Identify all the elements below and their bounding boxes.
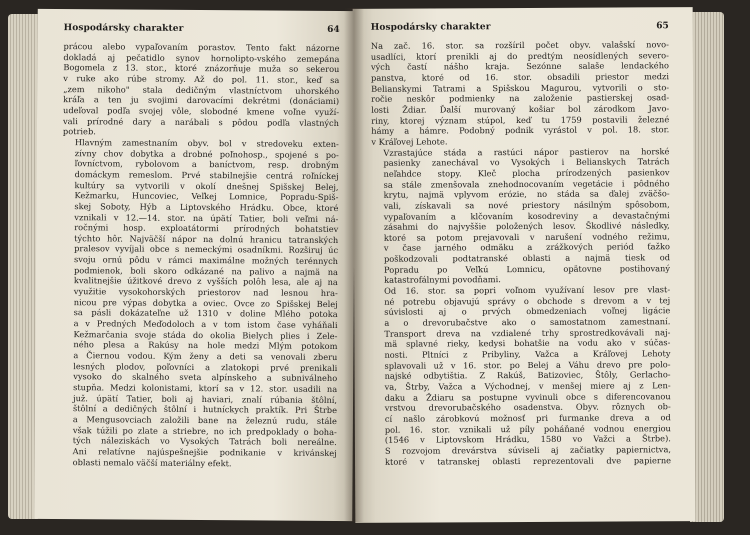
text-line: využitie vysokohorských priestorov nad lesnou hra-	[73, 286, 338, 299]
text-line: juž. úpätí Tatier, boli aj haviari, znalí rúbania štôlní,	[73, 392, 338, 405]
text-line: krytu, najmä vplyvom erózie, no stáda sa ďalej zväčšo-	[383, 188, 670, 200]
text-line: vali prírodné dary a narábali s pôdou podľa vlastných	[62, 115, 340, 128]
book-gutter	[344, 8, 364, 522]
text-line: kultúry sa vytvorili v okolí dnešnej Spišskej Belej,	[74, 179, 339, 192]
text-line: Kežmarčania svoje stáda do okolia Bielych plies i Zele-	[73, 328, 338, 341]
text-line: tých náleziskách vo Vysokých Tatrách boli nereálne.	[72, 435, 337, 448]
text-line: pasienky zanechával vo Vysokých i Belianskych Tatrách	[383, 156, 670, 168]
paragraph	[371, 146, 670, 286]
text-line: ľovníctvom, rybolovom a baníctvom, resp. drobným	[74, 158, 339, 171]
text-line: S rozvojom drevárstva súviseli aj začiatky papiernictva,	[384, 444, 671, 456]
text-line: lesných plodov, poľovníci a zlatokopi prvé prenikali	[73, 360, 338, 373]
left-page-header	[64, 23, 340, 35]
text-line: Kežmarku, Huncoviec, Veľkej Lomnice, Popradu-Spiš-	[74, 190, 339, 203]
text-line: katastrofálnymi povodňami.	[384, 274, 501, 286]
right-page-edges	[690, 12, 724, 522]
text-line: hámy a hámre. Podobný podnik vyrástol v pol. 18. stor.	[371, 124, 670, 137]
right-page-header	[371, 21, 669, 33]
text-line: „zem nikoho" stala dedičným vlastníctvom uhorského	[63, 83, 340, 96]
text-line: v ruke ako rúbe stromy. Až do pol. 11. stor., keď sa	[63, 73, 340, 85]
left-page-number: 64	[327, 24, 340, 36]
text-line: panstva, ktoré od 16. stor. obsadili priestor medzi	[370, 71, 670, 83]
text-line: nosti. Pltníci z Pribyliny, Važca a Kráľovej Lehoty	[384, 348, 671, 360]
text-line: Transport dreva na vzdialené trhy sprostredkovávali naj-	[384, 326, 671, 339]
text-line: va, Štrby, Važca a Východnej, v menšej miere aj z Len-	[384, 380, 671, 392]
text-line: vrstvou drevorubačského osadenstva. Obyv. rôznych ob-	[384, 401, 671, 414]
text-line: splavovali už v 16. stor. po Belej a Váhu drevo pre polo-	[384, 358, 671, 371]
text-line: Bogomela z 13. stor., ktoré znázorňuje muža so sekerou	[63, 62, 340, 75]
text-line: né potrebu objavujú správy o obchode s drevom a v tej	[384, 294, 671, 307]
text-line: dokladá aj pečatidlo synov hornolipto-vského zemepána	[63, 51, 340, 64]
text-line: svoju ornú pôdu v rámci maximálne možných terénnych	[74, 254, 339, 267]
text-line: pol. 16. stor. vznikali už píly poháňané vodnou energiou	[384, 422, 671, 435]
text-line: vali, získavali sa nové priestory násilným spôsobom,	[383, 199, 670, 211]
text-line: zívny chov dobytka a drobné poľnohosp., spojené s po-	[74, 147, 339, 160]
text-line: potrieb.	[62, 126, 96, 137]
text-line: podmienok, boli skoro odkázané na palivo a najmä na	[73, 264, 338, 277]
text-line: sa pásli dokázateľne už 1310 v doline Mlého potoka	[73, 307, 338, 320]
text-line: Na zač. 16. stor. sa rozšíril počet obyv. valašskí novo-	[370, 39, 669, 51]
text-line: nicou pre výpas dobytka a oviec. Ovce zo Spišskej Belej	[73, 296, 338, 309]
text-line: ktoré sa potom prejavovali v narušení vodného režimu,	[383, 231, 670, 243]
text-line: ného plesa a Rakúsy na hole medzi Mlým potokom	[73, 339, 338, 352]
right-running-head: Hospodársky charakter	[370, 22, 491, 33]
text-line: v čase jarného odmäku a zrážkových periód ťažko	[383, 241, 670, 254]
text-line: vznikali v 12.—14. stor. na úpätí Tatier, boli veľmi ná-	[74, 211, 339, 224]
text-line: Ani relatívne najúspešnejšie podnikanie v krivánskej	[72, 446, 337, 458]
text-line: poškodzovali podtatranské oblasti a najmä tiesk od	[383, 252, 670, 264]
text-line: a o drevorubačstve ako o samostatnom zamestnaní.	[384, 316, 671, 328]
text-line: kvalitnejšie úžitkové drevo z vyšších polôh lesa, ale aj na	[73, 275, 338, 288]
text-line: ročnými hosp. exploatátormi prírodných bohatstiev	[74, 222, 339, 235]
text-line: daku a Ždiaru sa postupne vyvinuli obce s diferencovanou	[384, 390, 671, 403]
left-page-text	[61, 41, 340, 469]
paragraph	[371, 39, 670, 147]
text-line: Popradu po Veľkú Lomnicu, opätovne postihovaný	[383, 263, 671, 275]
text-line: vysoko do skalného sveta alpínskeho a subniválneho	[73, 371, 338, 384]
text-line: a Mengusovciach založili bane na železnú rudu, stále	[72, 414, 337, 426]
text-line: stupňa. Medzi kolonistami, ktorí sa v 12. stor. usadili na	[73, 382, 338, 394]
text-line: losti Ždiar. Ďalší murovaný košiar bol zárodkom Javo-	[371, 103, 670, 115]
text-line: Od 16. stor. sa popri voľnom využívaní lesov pre vlast-	[384, 284, 671, 296]
left-running-head: Hospodársky charakter	[63, 23, 184, 34]
text-line: pralesov vyvíjali obce s nemeckými osadníkmi. Rozširuj úc	[74, 243, 339, 256]
text-line: ktoré v tatranskej oblasti reprezentovali dve papierne	[384, 454, 672, 467]
right-page-number: 65	[656, 21, 669, 32]
text-line: usadlíci, ktorí prenikli aj do predtým neosídlených severo-	[370, 49, 669, 62]
text-line: neľahdce stopy. Kleč plocha prírodzených pasienkov	[383, 167, 670, 179]
text-line: skej Soboty, Hýb a Liptovského Hrádku. Obce, ktoré	[74, 201, 339, 213]
left-page	[34, 9, 356, 521]
text-line: týchto hôr. Najväčší nápor na dolnú hranicu tatranských	[74, 232, 339, 245]
right-page-text	[371, 39, 671, 467]
text-line: cí našlo zárobkovú možnosť pri furmanke dreva a od	[384, 412, 671, 424]
text-line: udeľoval podľa svojej vôle, slobodné kmene voľne využí-	[63, 105, 340, 117]
paragraph	[372, 284, 671, 467]
text-line: však túžili po zlate a striebre, no ich predpoklady o boha-	[72, 424, 337, 437]
paragraph	[61, 137, 339, 469]
text-line: Belianskymi Tatrami a Spišskou Magurou, vytvorili o sto-	[371, 81, 670, 94]
text-line: najské odbytištia. Z Rakúš, Batizoviec, Štôly, Gerlacho-	[384, 369, 671, 382]
text-line: a Čiernou vodou. Kým ženy a deti sa venovali zberu	[73, 350, 338, 363]
text-line: riny, ktorej význam stúpol, keď tu 1759 postavili železné	[371, 113, 670, 126]
text-line: súvislosti aj o prvých obmedzeniach voľnej ligácie	[384, 305, 671, 318]
text-line: zásahmi do najvyššie položených lesov. Škodlivé následky,	[383, 220, 670, 232]
text-line: domáckym remeslom. Prvé stabilnejšie centrá roľníckej	[74, 169, 339, 181]
text-line: štôlní a dedičných štôlní i hutníckych praktík. Pri Štrbe	[72, 403, 338, 416]
text-line: Vzrastajúce stáda a rastúci nápor pastierov na horské	[383, 145, 670, 158]
text-line: oblasti nemalo väčší materiálny efekt.	[72, 456, 232, 468]
right-page	[353, 7, 696, 523]
text-line: sa stále zmenšovala znehodnocovaním vegetácie i pôdného	[383, 177, 670, 190]
text-line: prácou alebo vypaľovaním porastov. Tento fakt názorne	[63, 41, 340, 54]
text-line: mä splavné rieky, kedysi bohatšie na vodu ako v súčas-	[384, 337, 671, 350]
text-line: Hlavným zamestnaním obyv. bol v stredoveku exten-	[74, 137, 339, 149]
text-line: a v Predných Meďodoloch a v tom istom čase vyháňali	[73, 318, 338, 331]
text-line: ročie neskôr podmienky na založenie pastierskej osad-	[371, 92, 670, 105]
paragraph	[63, 41, 340, 139]
text-line: vých častí nášho kraja. Sezónne salaše lendackého	[370, 60, 669, 73]
left-page-edges	[8, 14, 38, 519]
text-line: vypaľovaním a klčovaním kosodreviny a devastačnými	[383, 209, 670, 222]
text-line: kráľa a ten ju svojimi darovacími dekrétmi (donáciami)	[63, 94, 340, 107]
text-line: (1546 v Liptovskom Hrádku, 1580 vo Važci a Štrbe).	[384, 433, 671, 446]
text-line: v Kráľovej Lehote.	[371, 136, 448, 147]
